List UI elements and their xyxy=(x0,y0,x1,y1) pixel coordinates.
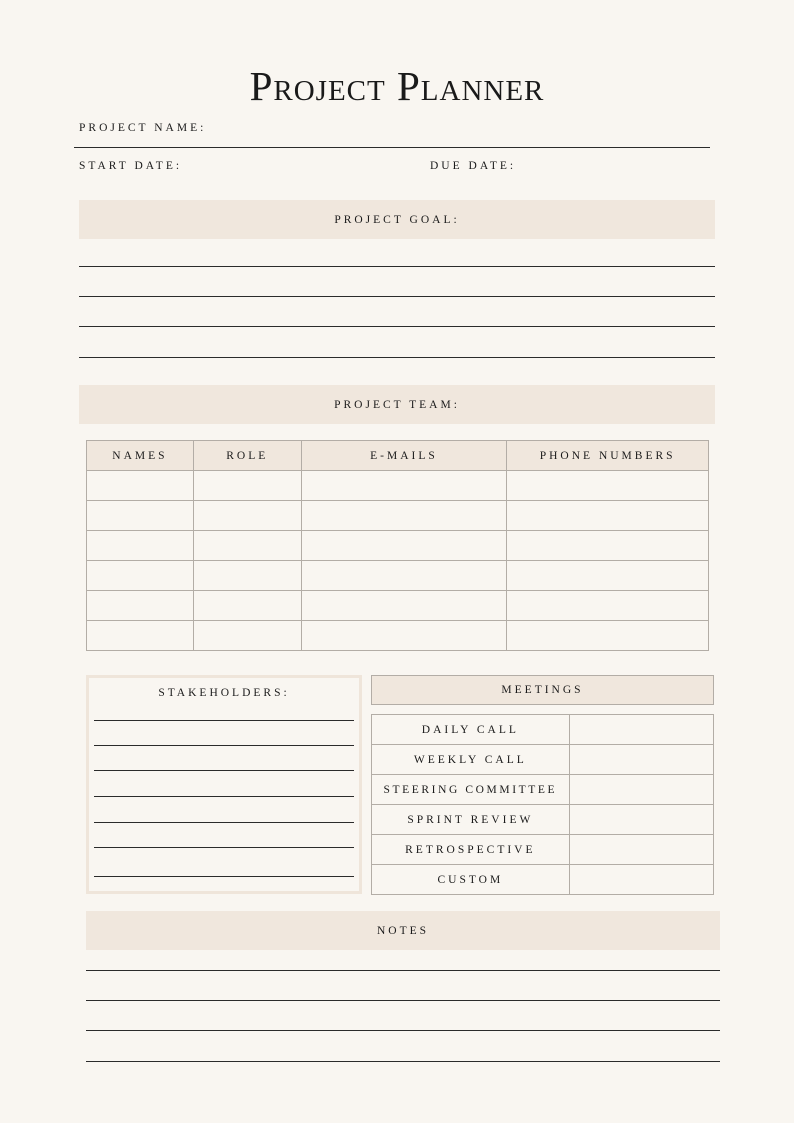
table-cell[interactable] xyxy=(507,501,709,531)
meeting-label-weekly-call: WEEKLY CALL xyxy=(372,745,570,775)
table-row xyxy=(87,561,709,591)
meetings-label: MEETINGS xyxy=(501,684,584,696)
table-cell[interactable] xyxy=(193,591,301,621)
table-row xyxy=(87,531,709,561)
meeting-value-cell[interactable] xyxy=(569,835,713,865)
table-cell[interactable] xyxy=(301,621,507,651)
page-title: Project Planner xyxy=(249,63,545,109)
table-cell[interactable] xyxy=(507,591,709,621)
meeting-value-cell[interactable] xyxy=(569,715,713,745)
table-cell[interactable] xyxy=(507,621,709,651)
due-date-label: DUE DATE: xyxy=(430,160,517,172)
start-date-label: START DATE: xyxy=(79,160,183,172)
table-cell[interactable] xyxy=(87,471,194,501)
team-table-header-row xyxy=(87,441,709,471)
stakeholder-line[interactable] xyxy=(94,822,354,823)
column-header-names: NAMES xyxy=(87,441,194,471)
table-cell[interactable] xyxy=(87,561,194,591)
stakeholder-line[interactable] xyxy=(94,720,354,721)
table-row xyxy=(87,591,709,621)
team-table xyxy=(86,440,709,651)
meeting-label-retrospective: RETROSPECTIVE xyxy=(372,835,570,865)
table-cell[interactable] xyxy=(87,591,194,621)
table-row xyxy=(87,501,709,531)
notes-label: NOTES xyxy=(376,924,430,937)
notes-line[interactable] xyxy=(86,970,720,971)
table-cell[interactable] xyxy=(301,591,507,621)
meeting-label-sprint-review: SPRINT REVIEW xyxy=(372,805,570,835)
project-goal-header xyxy=(79,200,715,239)
table-cell[interactable] xyxy=(301,561,507,591)
table-cell[interactable] xyxy=(507,561,709,591)
table-cell[interactable] xyxy=(87,531,194,561)
project-team-label: PROJECT TEAM: xyxy=(334,398,460,411)
stakeholders-label: STAKEHOLDERS: xyxy=(158,687,290,699)
stakeholder-line[interactable] xyxy=(94,847,354,848)
stakeholders-box xyxy=(86,675,362,894)
meeting-value-cell[interactable] xyxy=(569,745,713,775)
table-cell[interactable] xyxy=(507,531,709,561)
meeting-value-cell[interactable] xyxy=(569,865,713,895)
table-row xyxy=(87,471,709,501)
stakeholder-line[interactable] xyxy=(94,745,354,746)
table-cell[interactable] xyxy=(193,621,301,651)
meetings-table xyxy=(371,714,714,895)
meeting-label-custom: CUSTOM xyxy=(372,865,570,895)
goal-line[interactable] xyxy=(79,357,715,358)
start-date-field[interactable] xyxy=(190,156,410,176)
notes-header xyxy=(86,911,720,950)
table-cell[interactable] xyxy=(193,471,301,501)
project-team-header xyxy=(79,385,715,424)
table-row xyxy=(87,621,709,651)
meeting-value-cell[interactable] xyxy=(569,775,713,805)
table-cell[interactable] xyxy=(301,501,507,531)
meeting-value-cell[interactable] xyxy=(569,805,713,835)
stakeholder-line[interactable] xyxy=(94,770,354,771)
table-cell[interactable] xyxy=(507,471,709,501)
table-cell[interactable] xyxy=(301,471,507,501)
meeting-label-steering-committee: STEERING COMMITTEE xyxy=(372,775,570,805)
stakeholder-line[interactable] xyxy=(94,876,354,877)
notes-line[interactable] xyxy=(86,1000,720,1001)
due-date-field[interactable] xyxy=(525,156,710,176)
table-cell[interactable] xyxy=(193,561,301,591)
notes-line[interactable] xyxy=(86,1061,720,1062)
goal-line[interactable] xyxy=(79,296,715,297)
table-row xyxy=(372,865,714,895)
table-cell[interactable] xyxy=(87,501,194,531)
table-row xyxy=(372,835,714,865)
table-cell[interactable] xyxy=(301,531,507,561)
goal-line[interactable] xyxy=(79,326,715,327)
stakeholder-line[interactable] xyxy=(94,796,354,797)
project-name-field[interactable] xyxy=(74,147,710,148)
table-row xyxy=(372,805,714,835)
table-row xyxy=(372,745,714,775)
table-row xyxy=(372,775,714,805)
column-header-phone-numbers: PHONE NUMBERS xyxy=(507,441,709,471)
goal-line[interactable] xyxy=(79,266,715,267)
meeting-label-daily-call: DAILY CALL xyxy=(372,715,570,745)
table-cell[interactable] xyxy=(87,621,194,651)
column-header-role: ROLE xyxy=(193,441,301,471)
column-header-emails: E-MAILS xyxy=(301,441,507,471)
project-name-label: PROJECT NAME: xyxy=(79,122,207,134)
notes-line[interactable] xyxy=(86,1030,720,1031)
meetings-header xyxy=(371,675,714,705)
project-goal-label: PROJECT GOAL: xyxy=(334,213,460,226)
table-row xyxy=(372,715,714,745)
table-cell[interactable] xyxy=(193,501,301,531)
table-cell[interactable] xyxy=(193,531,301,561)
